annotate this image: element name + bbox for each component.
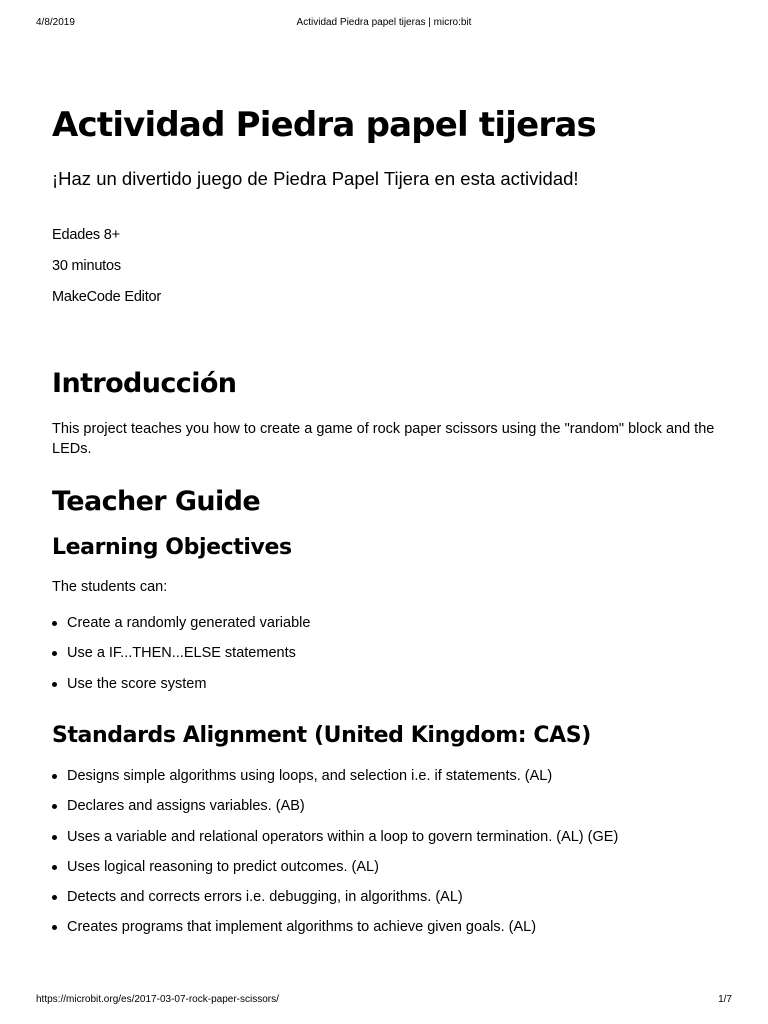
- print-footer: [36, 993, 732, 1007]
- teacher-guide-heading: Teacher Guide: [52, 486, 261, 517]
- objectives-list: [52, 613, 722, 704]
- list-item: Declares and assigns variables. (AB): [52, 796, 722, 826]
- intro-heading: Introducción: [52, 368, 237, 399]
- list-item: Create a randomly generated variable: [52, 613, 722, 643]
- age-range: Edades 8+: [52, 227, 120, 243]
- page-number: 1/7: [718, 994, 732, 1005]
- standards-list: [52, 766, 722, 948]
- list-item: Detects and corrects errors i.e. debugging, in algorithms. (AL): [52, 887, 722, 917]
- print-document-title: Actividad Piedra papel tijeras | micro:bit: [296, 17, 472, 28]
- editor-name: MakeCode Editor: [52, 289, 162, 305]
- duration: 30 minutos: [52, 258, 121, 274]
- print-url: https://microbit.org/es/2017-03-07-rock-paper-scissors/: [36, 994, 279, 1005]
- list-item: Use a IF...THEN...ELSE statements: [52, 643, 722, 673]
- learning-objectives-heading: Learning Objectives: [52, 535, 292, 560]
- page-subtitle: ¡Haz un divertido juego de Piedra Papel Tijera en esta actividad!: [52, 168, 579, 189]
- list-item: Designs simple algorithms using loops, and selection i.e. if statements. (AL): [52, 766, 722, 796]
- list-item: Uses a variable and relational operators within a loop to govern termination. (AL) (GE): [52, 827, 722, 857]
- print-date: 4/8/2019: [36, 17, 75, 28]
- list-item: Use the score system: [52, 674, 722, 704]
- standards-alignment-heading: Standards Alignment (United Kingdom: CAS): [52, 723, 591, 748]
- intro-paragraph: This project teaches you how to create a game of rock paper scissors using the "random" block and the LEDs.: [52, 421, 715, 457]
- list-item: Creates programs that implement algorithms to achieve given goals. (AL): [52, 917, 722, 947]
- print-header: [36, 16, 732, 30]
- objectives-lead: The students can:: [52, 579, 168, 595]
- page-title: Actividad Piedra papel tijeras: [52, 105, 596, 145]
- list-item: Uses logical reasoning to predict outcomes. (AL): [52, 857, 722, 887]
